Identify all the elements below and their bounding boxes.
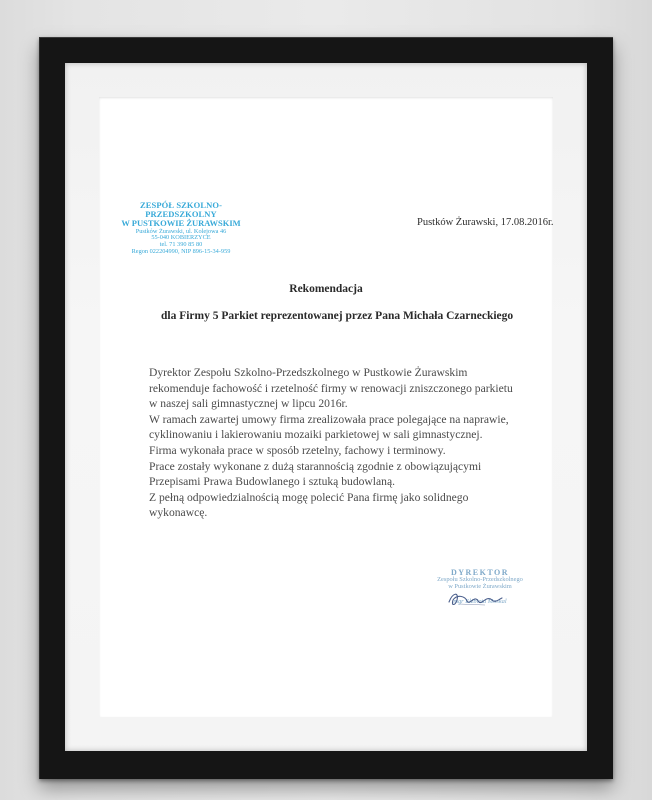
letter-title: Rekomendacja bbox=[289, 283, 363, 295]
stamp-line: Regon 022204990, NIP 896-15-34-959 bbox=[131, 247, 231, 255]
director-stamp-line: DYREKTOR bbox=[450, 568, 510, 577]
place-and-date: Pustków Żurawski, 17.08.2016r. bbox=[417, 217, 554, 228]
stamp-line: ZESPÓŁ SZKOLNO-PRZEDSZKOLNY bbox=[139, 200, 223, 219]
body-line: Firma wykonała prace w sposób rzetelny, fachowy i terminowy. bbox=[149, 443, 446, 457]
director-stamp-line: mgr Elżbieta Moskal bbox=[453, 597, 507, 605]
school-stamp bbox=[109, 201, 253, 255]
director-stamp-line: Zespołu Szkolno-Przedszkolnego bbox=[437, 576, 523, 584]
stamp-line: 55-040 KOBIERZYCE bbox=[151, 234, 211, 242]
letter-body bbox=[149, 365, 549, 521]
stamp-line: Pustków Żurawski, ul. Kolejowa 46 bbox=[135, 227, 227, 235]
body-line: Prace zostały wykonane z dużą starannością zgodnie z obowiązującymi bbox=[149, 459, 482, 473]
body-line: wykonawcę. bbox=[149, 506, 208, 520]
letter-subtitle: dla Firmy 5 Parkiet reprezentowanej przez Pana Michała Czarneckiego bbox=[161, 310, 514, 322]
body-line: Przepisami Prawa Budowlanego i sztuką budowlaną. bbox=[149, 475, 395, 489]
stamp-line: W PUSTKOWIE ŻURAWSKIM bbox=[121, 217, 241, 228]
body-line: W ramach zawartej umowy firma zrealizowała prace polegające na naprawie, bbox=[149, 412, 509, 426]
body-line: rekomenduje fachowość i rzetelność firmy w renowacji zniszczonego parkietu bbox=[149, 381, 513, 395]
body-line: Z pełną odpowiedzialnością mogę polecić Pana firmę jako solidnego bbox=[149, 490, 469, 504]
director-stamp-line: w Pustkowie Żurawskim bbox=[448, 583, 512, 591]
recommendation-letter bbox=[99, 97, 553, 717]
body-line: w naszej sali gimnastycznej w lipcu 2016r. bbox=[149, 397, 348, 411]
stamp-line: tel. 71 390 85 80 bbox=[159, 240, 203, 248]
body-line: Dyrektor Zespołu Szkolno-Przedszkolnego w Pustkowie Żurawskim bbox=[149, 366, 468, 379]
frame-mat bbox=[65, 63, 587, 751]
handwritten-signature bbox=[445, 588, 505, 610]
body-line: cyklinowaniu i lakierowaniu mozaiki parkietowej w sali gimnastycznej. bbox=[149, 428, 483, 442]
picture-frame bbox=[39, 37, 613, 779]
